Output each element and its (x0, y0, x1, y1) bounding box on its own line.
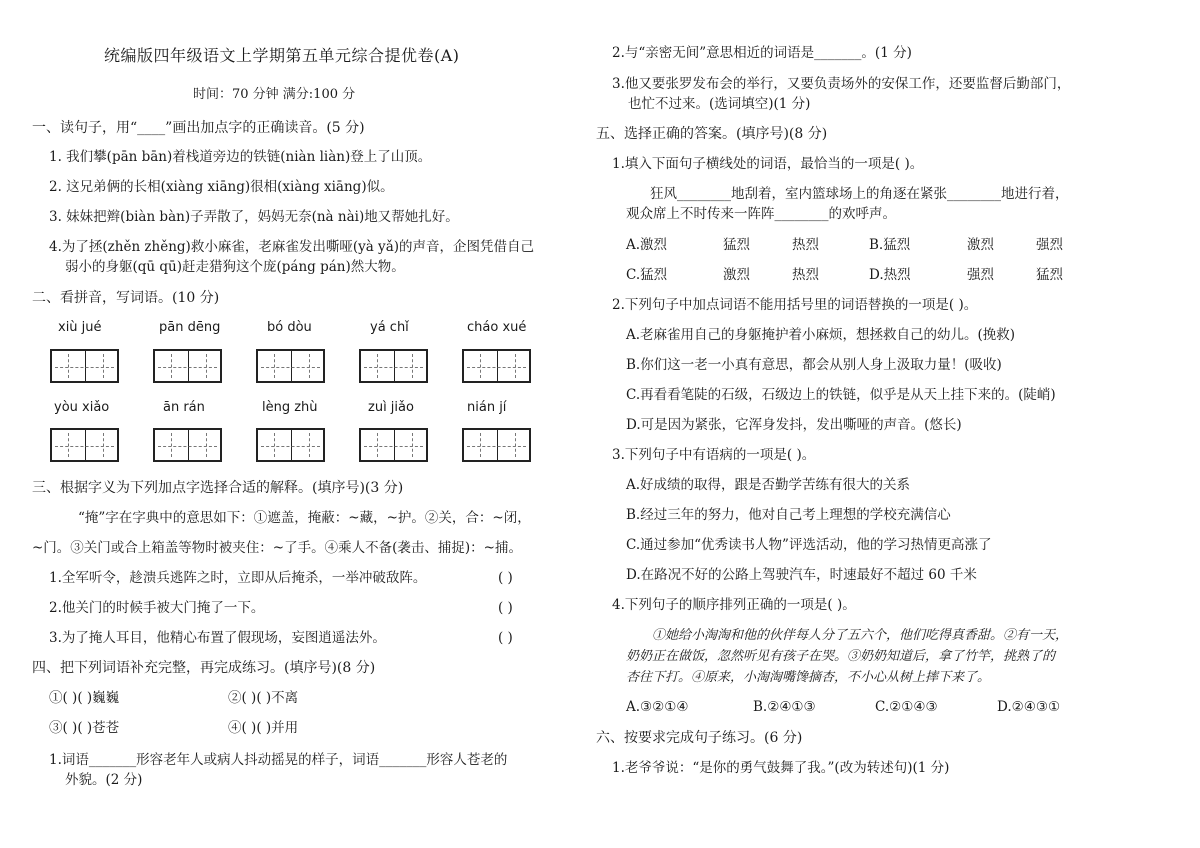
option-word: 激烈 (723, 267, 750, 283)
writing-grid-box[interactable] (153, 428, 222, 462)
writing-grid-box[interactable] (153, 349, 222, 383)
option-c[interactable]: C.②①④③ (875, 699, 938, 715)
section4-heading: 四、把下列词语补充完整，再完成练习。(填序号)(8 分) (32, 660, 376, 676)
pinyin-label: ān rán (163, 400, 205, 415)
pinyin-label: xiù jué (58, 320, 102, 335)
pinyin-label: lèng zhù (262, 400, 318, 415)
option-a[interactable]: A.激烈 (626, 237, 668, 253)
option-b[interactable]: B.②④①③ (753, 699, 816, 715)
s5-q4-passage-1: ①她给小淘淘和他的伙伴每人分了五六个，他们吃得真香甜。②有一天， (652, 628, 1069, 643)
writing-grid-box[interactable] (359, 428, 428, 462)
pinyin-label: yòu xiǎo (54, 400, 110, 415)
option-b[interactable]: B.你们这一老一小真有意思，都会从别人身上汲取力量！(吸收) (626, 357, 1002, 373)
s5-q1: 1.填入下面句子横线处的词语，最恰当的一项是( )。 (612, 156, 924, 172)
option-c[interactable]: C.猛烈 (626, 267, 668, 283)
option-word: 猛烈 (1036, 267, 1063, 283)
s4-word-1[interactable]: ①( )( )巍巍 (49, 690, 120, 706)
writing-grid-box[interactable] (50, 349, 119, 383)
option-a[interactable]: A.老麻雀用自己的身躯掩护着小麻烦，想拯救自己的幼儿。(挽救) (626, 327, 1016, 343)
s5-q2: 2.下列句子中加点词语不能用括号里的词语替换的一项是( )。 (612, 297, 978, 313)
pinyin-label: yá chǐ (370, 320, 409, 335)
writing-grid-box[interactable] (359, 349, 428, 383)
option-d[interactable]: D.可是因为紧张，它浑身发抖，发出嘶哑的声音。(悠长) (626, 417, 962, 433)
writing-grid-box[interactable] (50, 428, 119, 462)
s4-q3: 3.他又要张罗发布会的举行，又要负责场外的安保工作，还要监督后勤部门， (612, 76, 1071, 92)
option-word: 激烈 (967, 237, 994, 253)
pinyin-label: cháo xué (467, 320, 527, 335)
s5-q1-passage-1: 狂风________地刮着，室内篮球场上的角逐在紧张________地进行着， (650, 186, 1069, 202)
s4-q1: 1.词语_______形容老年人或病人抖动摇晃的样子，词语_______形容人苍老的 (49, 752, 508, 768)
s5-q4-passage-2: 奶奶正在做饭，忽然听见有孩子在哭。③奶奶知道后，拿了竹竿，挑熟了的 (626, 649, 1056, 664)
option-c[interactable]: C.通过参加“优秀读书人物”评选活动，他的学习热情更高涨了 (626, 537, 992, 553)
option-word: 热烈 (792, 267, 819, 283)
s4-q3-cont: 也忙不过来。(选词填空)(1 分) (628, 96, 811, 112)
pinyin-label: nián jí (467, 400, 507, 415)
s4-word-4[interactable]: ④( )( )并用 (228, 720, 299, 736)
s1-item-2: 2. 这兄弟俩的长相(xiàng xiāng)很相(xiàng xiāng)似。 (49, 179, 394, 195)
writing-grid-box[interactable] (256, 349, 325, 383)
s1-item-4-cont: 弱小的身躯(qū qū)赶走猎狗这个庞(páng pán)然大物。 (65, 259, 405, 275)
writing-grid-box[interactable] (462, 428, 531, 462)
option-d[interactable]: D.②④③① (997, 699, 1061, 715)
s4-q2: 2.与“亲密无间”意思相近的词语是_______。(1 分) (612, 45, 912, 61)
option-d[interactable]: D.热烈 (869, 267, 911, 283)
s4-word-3[interactable]: ③( )( )苍苍 (49, 720, 120, 736)
option-word: 热烈 (792, 237, 819, 253)
s3-intro-line2: ~门。③关门或合上箱盖等物时被夹住：~了手。④乘人不备(袭击、捕捉)：~捕。 (32, 540, 522, 556)
section1-heading: 一、读句子，用“____”画出加点字的正确读音。(5 分) (32, 120, 365, 136)
option-a[interactable]: A.好成绩的取得，跟是否勤学苦练有很大的关系 (626, 477, 911, 493)
exam-title: 统编版四年级语文上学期第五单元综合提优卷(A) (104, 46, 460, 65)
s5-q3: 3.下列句子中有语病的一项是( )。 (612, 447, 816, 463)
s1-item-4: 4.为了拯(zhěn zhěng)救小麻雀，老麻雀发出嘶哑(yà yǎ)的声音，企图凭借自己 (49, 239, 535, 255)
answer-paren[interactable]: ( ) (498, 600, 513, 616)
s1-item-3: 3. 妹妹把辫(biàn bàn)子弄散了，妈妈无奈(nà nài)地又帮她扎好。 (49, 209, 459, 225)
pinyin-label: bó dòu (267, 320, 312, 335)
option-word: 强烈 (967, 267, 994, 283)
exam-meta: 时间：70 分钟 满分:100 分 (193, 87, 356, 102)
option-d[interactable]: D.在路况不好的公路上驾驶汽车，时速最好不超过 60 千米 (626, 567, 977, 583)
option-word: 强烈 (1036, 237, 1063, 253)
s5-q1-passage-2: 观众席上不时传来一阵阵________的欢呼声。 (626, 206, 896, 222)
pinyin-label: zuì jiǎo (368, 400, 414, 415)
s6-q1: 1.老爷爷说：“是你的勇气鼓舞了我。”(改为转述句)(1 分) (612, 760, 950, 776)
s5-q4: 4.下列句子的顺序排列正确的一项是( )。 (612, 597, 856, 613)
pinyin-label: pān dēng (159, 320, 221, 335)
writing-grid-box[interactable] (462, 349, 531, 383)
option-a[interactable]: A.③②①④ (626, 699, 689, 715)
option-word: 猛烈 (723, 237, 750, 253)
s3-item-2: 2.他关门的时候手被大门掩了一下。 (49, 600, 265, 616)
section2-heading: 二、看拼音，写词语。(10 分) (32, 290, 220, 306)
s1-item-1: 1. 我们攀(pān bān)着栈道旁边的铁链(niàn liàn)登上了山顶。 (49, 149, 432, 165)
option-b[interactable]: B.猛烈 (869, 237, 911, 253)
section3-heading: 三、根据字义为下列加点字选择合适的解释。(填序号)(3 分) (32, 480, 404, 496)
option-c[interactable]: C.再看看笔陡的石级，石级边上的铁链，似乎是从天上挂下来的。(陡峭) (626, 387, 1056, 403)
s4-word-2[interactable]: ②( )( )不离 (228, 690, 299, 706)
option-b[interactable]: B.经过三年的努力，他对自己考上理想的学校充满信心 (626, 507, 951, 523)
s4-q1-cont: 外貌。(2 分) (65, 772, 143, 788)
s3-item-3: 3.为了掩人耳目，他精心布置了假现场，妄图逍遥法外。 (49, 630, 386, 646)
s3-intro-line1: “掩”字在字典中的意思如下：①遮盖，掩蔽：~藏，~护。②关，合：~闭， (78, 510, 531, 526)
answer-paren[interactable]: ( ) (498, 570, 513, 586)
section5-heading: 五、选择正确的答案。(填序号)(8 分) (596, 126, 828, 142)
section6-heading: 六、按要求完成句子练习。(6 分) (596, 730, 803, 746)
answer-paren[interactable]: ( ) (498, 630, 513, 646)
s5-q4-passage-3: 杏往下打。④原来，小淘淘嘴馋摘杏，不小心从树上摔下来了。 (626, 670, 991, 685)
writing-grid-box[interactable] (256, 428, 325, 462)
s3-item-1: 1.全军听令，趁溃兵逃阵之时，立即从后掩杀，一举冲破敌阵。 (49, 570, 427, 586)
